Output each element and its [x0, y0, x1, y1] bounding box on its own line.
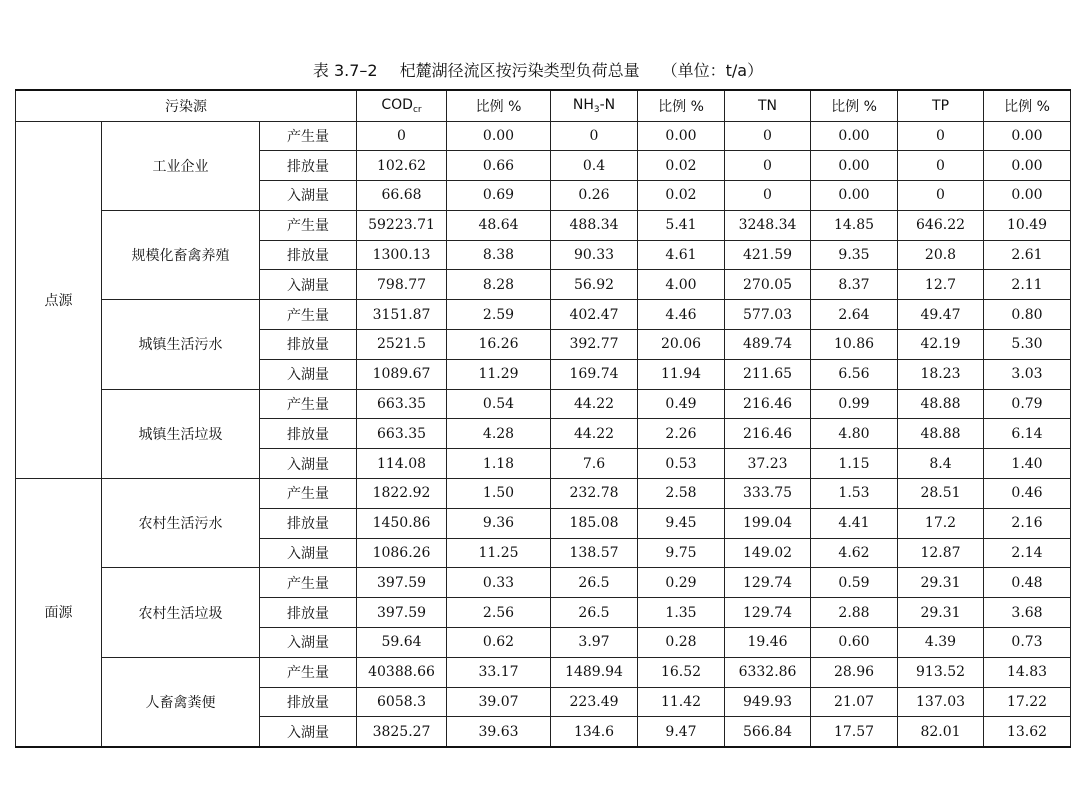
cod-cell: 114.08	[357, 449, 447, 479]
ratio-tn-cell: 6.56	[811, 359, 898, 389]
table-row	[16, 568, 1071, 598]
ratio-tp-cell: 0.73	[984, 628, 1071, 658]
cod-cell: 3151.87	[357, 300, 447, 330]
ratio-nh3n-cell: 11.42	[638, 687, 725, 717]
load-type-cell: 排放量	[260, 240, 357, 270]
cod-cell: 1300.13	[357, 240, 447, 270]
cod-cell: 1086.26	[357, 538, 447, 568]
ratio-cod-cell: 2.59	[447, 300, 551, 330]
ratio-cod-cell: 48.64	[447, 210, 551, 240]
tp-cell: 0	[898, 181, 984, 211]
tp-cell: 20.8	[898, 240, 984, 270]
ratio-tn-cell: 4.80	[811, 419, 898, 449]
ratio-nh3n-cell: 9.75	[638, 538, 725, 568]
nh3n-cell: 26.5	[551, 568, 638, 598]
nh3n-cell: 402.47	[551, 300, 638, 330]
nh3n-cell: 138.57	[551, 538, 638, 568]
source-group-cell: 农村生活污水	[102, 479, 260, 568]
load-type-cell: 入湖量	[260, 538, 357, 568]
table-row	[16, 389, 1071, 419]
cod-cell: 1450.86	[357, 508, 447, 538]
nh3n-cell: 44.22	[551, 419, 638, 449]
ratio-nh3n-cell: 0.29	[638, 568, 725, 598]
tp-cell: 48.88	[898, 419, 984, 449]
tn-cell: 6332.86	[725, 657, 811, 687]
load-type-cell: 排放量	[260, 598, 357, 628]
header-nh3-post: -N	[599, 96, 616, 113]
nh3n-cell: 0.26	[551, 181, 638, 211]
ratio-tn-cell: 0.00	[811, 151, 898, 181]
load-type-cell: 排放量	[260, 151, 357, 181]
cod-cell: 59223.71	[357, 210, 447, 240]
ratio-tp-cell: 5.30	[984, 330, 1071, 360]
load-type-cell: 排放量	[260, 419, 357, 449]
cod-cell: 397.59	[357, 598, 447, 628]
nh3n-cell: 3.97	[551, 628, 638, 658]
cod-cell: 798.77	[357, 270, 447, 300]
nh3n-cell: 0.4	[551, 151, 638, 181]
tn-cell: 216.46	[725, 419, 811, 449]
ratio-cod-cell: 39.63	[447, 717, 551, 747]
ratio-tn-cell: 1.15	[811, 449, 898, 479]
ratio-tp-cell: 17.22	[984, 687, 1071, 717]
cod-cell: 66.68	[357, 181, 447, 211]
nh3n-cell: 488.34	[551, 210, 638, 240]
header-nh3-pre: NH	[572, 96, 594, 113]
ratio-nh3n-cell: 0.53	[638, 449, 725, 479]
nh3n-cell: 134.6	[551, 717, 638, 747]
tn-cell: 949.93	[725, 687, 811, 717]
ratio-tn-cell: 2.88	[811, 598, 898, 628]
load-type-cell: 排放量	[260, 687, 357, 717]
ratio-tp-cell: 2.14	[984, 538, 1071, 568]
ratio-nh3n-cell: 0.49	[638, 389, 725, 419]
load-type-cell: 排放量	[260, 330, 357, 360]
tp-cell: 137.03	[898, 687, 984, 717]
table-row	[16, 300, 1071, 330]
cod-cell: 40388.66	[357, 657, 447, 687]
ratio-tn-cell: 4.41	[811, 508, 898, 538]
source-group-cell: 人畜禽粪便	[102, 657, 260, 746]
ratio-nh3n-cell: 0.02	[638, 181, 725, 211]
ratio-cod-cell: 2.56	[447, 598, 551, 628]
header-cod-sub: cr	[412, 104, 422, 115]
cod-cell: 3825.27	[357, 717, 447, 747]
nh3n-cell: 223.49	[551, 687, 638, 717]
ratio-nh3n-cell: 11.94	[638, 359, 725, 389]
source-group-cell: 工业企业	[102, 121, 260, 210]
ratio-tp-cell: 2.11	[984, 270, 1071, 300]
cod-cell: 1089.67	[357, 359, 447, 389]
ratio-cod-cell: 1.18	[447, 449, 551, 479]
cod-cell: 102.62	[357, 151, 447, 181]
ratio-nh3n-cell: 2.26	[638, 419, 725, 449]
ratio-nh3n-cell: 2.58	[638, 479, 725, 509]
header-ratio-cod: 比例 %	[447, 90, 551, 121]
tp-cell: 82.01	[898, 717, 984, 747]
load-type-cell: 入湖量	[260, 270, 357, 300]
ratio-cod-cell: 0.66	[447, 151, 551, 181]
tp-cell: 29.31	[898, 598, 984, 628]
tp-cell: 18.23	[898, 359, 984, 389]
ratio-tn-cell: 17.57	[811, 717, 898, 747]
tn-cell: 421.59	[725, 240, 811, 270]
load-type-cell: 产生量	[260, 210, 357, 240]
nh3n-cell: 90.33	[551, 240, 638, 270]
cod-cell: 1822.92	[357, 479, 447, 509]
nh3n-cell: 7.6	[551, 449, 638, 479]
ratio-tp-cell: 3.68	[984, 598, 1071, 628]
nh3n-cell: 56.92	[551, 270, 638, 300]
nh3n-cell: 44.22	[551, 389, 638, 419]
load-type-cell: 排放量	[260, 508, 357, 538]
ratio-cod-cell: 0.54	[447, 389, 551, 419]
tp-cell: 8.4	[898, 449, 984, 479]
tn-cell: 0	[725, 121, 811, 151]
load-type-cell: 产生量	[260, 568, 357, 598]
tp-cell: 28.51	[898, 479, 984, 509]
tn-cell: 0	[725, 181, 811, 211]
ratio-tn-cell: 0.60	[811, 628, 898, 658]
load-type-cell: 入湖量	[260, 359, 357, 389]
ratio-cod-cell: 1.50	[447, 479, 551, 509]
ratio-cod-cell: 33.17	[447, 657, 551, 687]
tn-cell: 3248.34	[725, 210, 811, 240]
tp-cell: 646.22	[898, 210, 984, 240]
ratio-cod-cell: 4.28	[447, 419, 551, 449]
nh3n-cell: 185.08	[551, 508, 638, 538]
tn-cell: 489.74	[725, 330, 811, 360]
tn-cell: 270.05	[725, 270, 811, 300]
load-type-cell: 产生量	[260, 389, 357, 419]
ratio-tp-cell: 0.80	[984, 300, 1071, 330]
tn-cell: 129.74	[725, 598, 811, 628]
ratio-cod-cell: 0.00	[447, 121, 551, 151]
ratio-nh3n-cell: 4.00	[638, 270, 725, 300]
tp-cell: 49.47	[898, 300, 984, 330]
source-group-cell: 农村生活垃圾	[102, 568, 260, 657]
cod-cell: 397.59	[357, 568, 447, 598]
tn-cell: 577.03	[725, 300, 811, 330]
tn-cell: 199.04	[725, 508, 811, 538]
ratio-tp-cell: 0.79	[984, 389, 1071, 419]
table-unit: （单位：t/a）	[661, 61, 764, 80]
ratio-tn-cell: 1.53	[811, 479, 898, 509]
tn-cell: 333.75	[725, 479, 811, 509]
ratio-cod-cell: 11.29	[447, 359, 551, 389]
ratio-nh3n-cell: 9.47	[638, 717, 725, 747]
source-group-cell: 城镇生活垃圾	[102, 389, 260, 478]
ratio-tp-cell: 6.14	[984, 419, 1071, 449]
header-source: 污染源	[16, 90, 357, 121]
nh3n-cell: 169.74	[551, 359, 638, 389]
ratio-tn-cell: 0.00	[811, 181, 898, 211]
ratio-nh3n-cell: 4.61	[638, 240, 725, 270]
ratio-tp-cell: 0.48	[984, 568, 1071, 598]
ratio-nh3n-cell: 5.41	[638, 210, 725, 240]
ratio-nh3n-cell: 16.52	[638, 657, 725, 687]
table-row	[16, 121, 1071, 151]
load-type-cell: 入湖量	[260, 449, 357, 479]
header-cod	[357, 90, 447, 121]
load-type-cell: 入湖量	[260, 628, 357, 658]
load-type-cell: 产生量	[260, 657, 357, 687]
load-type-cell: 入湖量	[260, 717, 357, 747]
ratio-cod-cell: 8.28	[447, 270, 551, 300]
cod-cell: 6058.3	[357, 687, 447, 717]
ratio-tp-cell: 0.00	[984, 151, 1071, 181]
tn-cell: 216.46	[725, 389, 811, 419]
tp-cell: 913.52	[898, 657, 984, 687]
ratio-tn-cell: 8.37	[811, 270, 898, 300]
ratio-tp-cell: 3.03	[984, 359, 1071, 389]
ratio-tn-cell: 0.59	[811, 568, 898, 598]
ratio-nh3n-cell: 20.06	[638, 330, 725, 360]
source-group-cell: 城镇生活污水	[102, 300, 260, 389]
ratio-tp-cell: 2.16	[984, 508, 1071, 538]
ratio-nh3n-cell: 1.35	[638, 598, 725, 628]
tp-cell: 48.88	[898, 389, 984, 419]
load-type-cell: 产生量	[260, 300, 357, 330]
tn-cell: 129.74	[725, 568, 811, 598]
nh3n-cell: 1489.94	[551, 657, 638, 687]
table-row	[16, 657, 1071, 687]
tp-cell: 0	[898, 151, 984, 181]
header-ratio-tp: 比例 %	[984, 90, 1071, 121]
ratio-tn-cell: 28.96	[811, 657, 898, 687]
header-nh3n	[551, 90, 638, 121]
header-tp: TP	[898, 90, 984, 121]
cod-cell: 59.64	[357, 628, 447, 658]
ratio-tn-cell: 14.85	[811, 210, 898, 240]
ratio-nh3n-cell: 0.00	[638, 121, 725, 151]
table-row	[16, 210, 1071, 240]
ratio-tp-cell: 2.61	[984, 240, 1071, 270]
nh3n-cell: 26.5	[551, 598, 638, 628]
cod-cell: 663.35	[357, 419, 447, 449]
ratio-nh3n-cell: 9.45	[638, 508, 725, 538]
ratio-tn-cell: 10.86	[811, 330, 898, 360]
tn-cell: 149.02	[725, 538, 811, 568]
ratio-nh3n-cell: 0.28	[638, 628, 725, 658]
nh3n-cell: 0	[551, 121, 638, 151]
ratio-tn-cell: 9.35	[811, 240, 898, 270]
load-type-cell: 产生量	[260, 479, 357, 509]
ratio-cod-cell: 0.62	[447, 628, 551, 658]
cod-cell: 663.35	[357, 389, 447, 419]
ratio-cod-cell: 39.07	[447, 687, 551, 717]
nh3n-cell: 232.78	[551, 479, 638, 509]
ratio-cod-cell: 16.26	[447, 330, 551, 360]
tp-cell: 17.2	[898, 508, 984, 538]
header-row	[16, 90, 1071, 121]
header-tn: TN	[725, 90, 811, 121]
ratio-tp-cell: 0.00	[984, 181, 1071, 211]
table-caption	[0, 58, 1076, 81]
tp-cell: 12.7	[898, 270, 984, 300]
table-title: 杞麓湖径流区按污染类型负荷总量	[399, 61, 640, 80]
ratio-tp-cell: 14.83	[984, 657, 1071, 687]
ratio-cod-cell: 0.33	[447, 568, 551, 598]
ratio-tp-cell: 0.00	[984, 121, 1071, 151]
tp-cell: 0	[898, 121, 984, 151]
cod-cell: 0	[357, 121, 447, 151]
nh3n-cell: 392.77	[551, 330, 638, 360]
header-ratio-tn: 比例 %	[811, 90, 898, 121]
load-type-cell: 产生量	[260, 121, 357, 151]
header-cod-main: COD	[381, 96, 413, 113]
ratio-nh3n-cell: 4.46	[638, 300, 725, 330]
ratio-cod-cell: 9.36	[447, 508, 551, 538]
ratio-tp-cell: 13.62	[984, 717, 1071, 747]
ratio-cod-cell: 11.25	[447, 538, 551, 568]
tp-cell: 12.87	[898, 538, 984, 568]
source-group-cell: 规模化畜禽养殖	[102, 210, 260, 299]
ratio-tn-cell: 4.62	[811, 538, 898, 568]
ratio-tn-cell: 21.07	[811, 687, 898, 717]
cod-cell: 2521.5	[357, 330, 447, 360]
tp-cell: 29.31	[898, 568, 984, 598]
tp-cell: 4.39	[898, 628, 984, 658]
tp-cell: 42.19	[898, 330, 984, 360]
ratio-tn-cell: 0.00	[811, 121, 898, 151]
ratio-tp-cell: 1.40	[984, 449, 1071, 479]
tn-cell: 37.23	[725, 449, 811, 479]
tn-cell: 566.84	[725, 717, 811, 747]
table-number: 表 3.7–2	[312, 61, 378, 80]
tn-cell: 19.46	[725, 628, 811, 658]
tn-cell: 211.65	[725, 359, 811, 389]
category-cell: 点源	[16, 121, 102, 479]
ratio-nh3n-cell: 0.02	[638, 151, 725, 181]
ratio-tn-cell: 2.64	[811, 300, 898, 330]
load-type-cell: 入湖量	[260, 181, 357, 211]
tn-cell: 0	[725, 151, 811, 181]
table-row	[16, 479, 1071, 509]
header-nh3-sub: 3	[593, 104, 600, 115]
ratio-tn-cell: 0.99	[811, 389, 898, 419]
ratio-tp-cell: 0.46	[984, 479, 1071, 509]
ratio-cod-cell: 8.38	[447, 240, 551, 270]
ratio-tp-cell: 10.49	[984, 210, 1071, 240]
header-ratio-nh3n: 比例 %	[638, 90, 725, 121]
pollution-load-table	[15, 89, 1071, 748]
ratio-cod-cell: 0.69	[447, 181, 551, 211]
category-cell: 面源	[16, 479, 102, 747]
